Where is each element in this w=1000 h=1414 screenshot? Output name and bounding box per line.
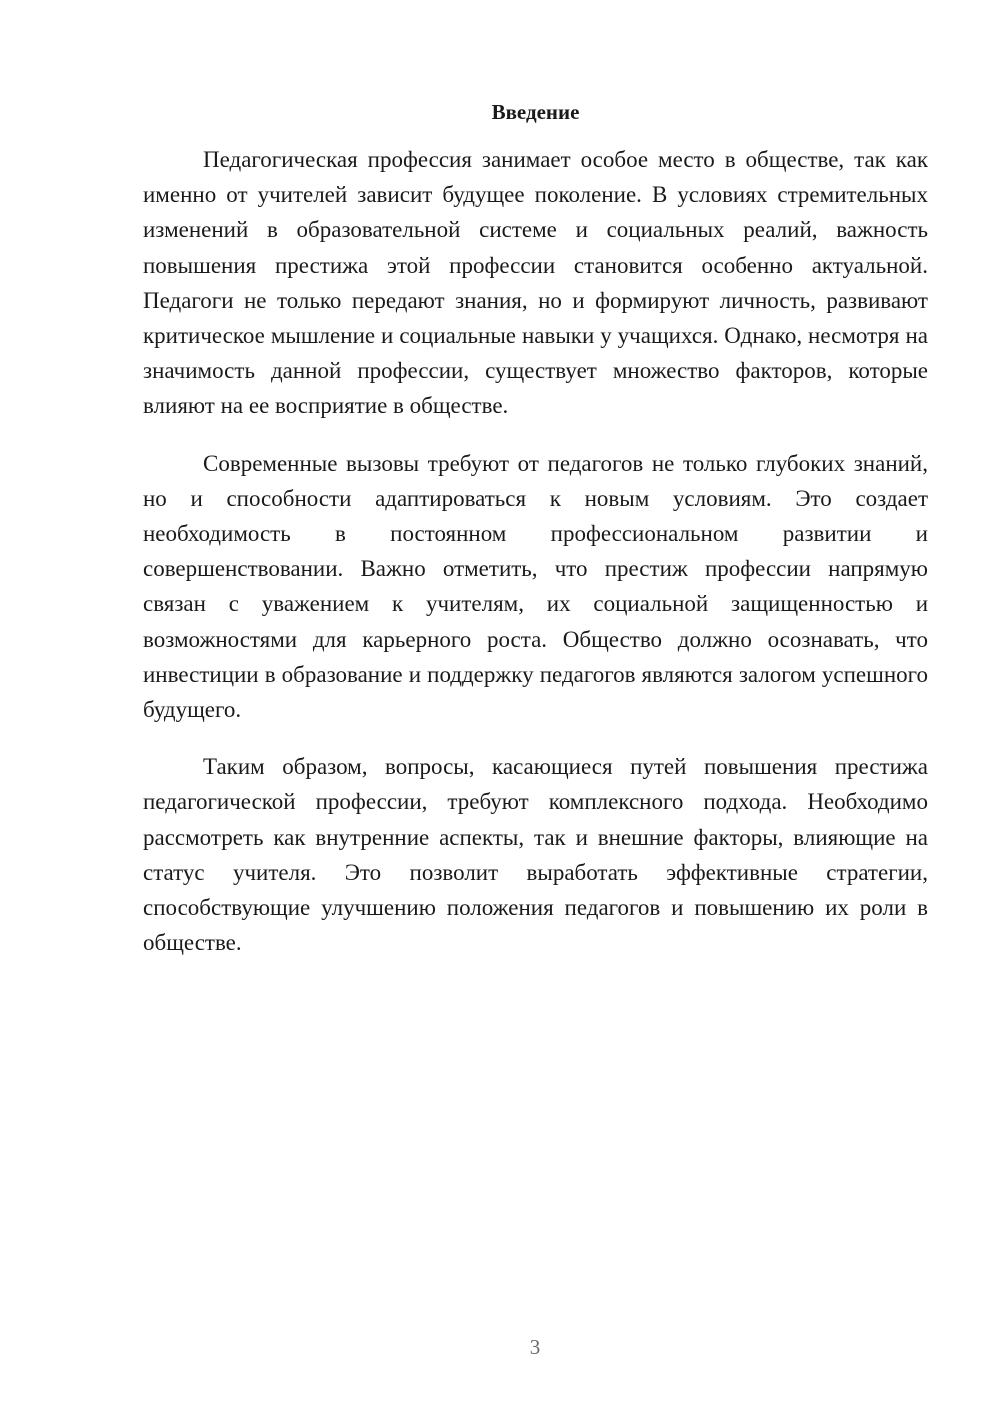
page-heading: Введение [491,100,580,124]
page-number: 3 [529,1335,541,1359]
body-text [143,142,928,982]
paragraph-3: Таким образом, вопросы, касающиеся путей повышения престижа педагогической профессии, требуют комплексного подхода. Необходимо рассмотреть как внутренние аспекты, так и внешние факторы, влияющие на статус учителя. Это позволит выработать эффективные стратегии, способствующие улучшению положения педагогов и повышению их роли в обществе. [143,754,928,956]
paragraph-1: Педагогическая профессия занимает особое место в обществе, так как именно от учителей зависит будущее поколение. В условиях стремительных изменений в образовательной системе и социальных реалий, важность повышения престижа этой профессии становится особенно актуальной. Педагоги не только передают знания, но и формируют личность, развивают критическое мышление и социальные навыки у учащихся. Однако, несмотря на значимость данной профессии, существует множество факторов, которые влияют на ее восприятие в обществе. [143,147,928,419]
paragraph-2: Современные вызовы требуют от педагогов не только глубоких знаний, но и способности адаптироваться к новым условиям. Это создает необходимость в постоянном профессиональном развитии и совершенствовании. Важно отметить, что престиж профессии напрямую связан с уважением к учителям, их социальной защищенностью и возможностями для карьерного роста. Общество должно осознавать, что инвестиции в образование и поддержку педагогов являются залогом успешного будущего. [143,450,928,723]
